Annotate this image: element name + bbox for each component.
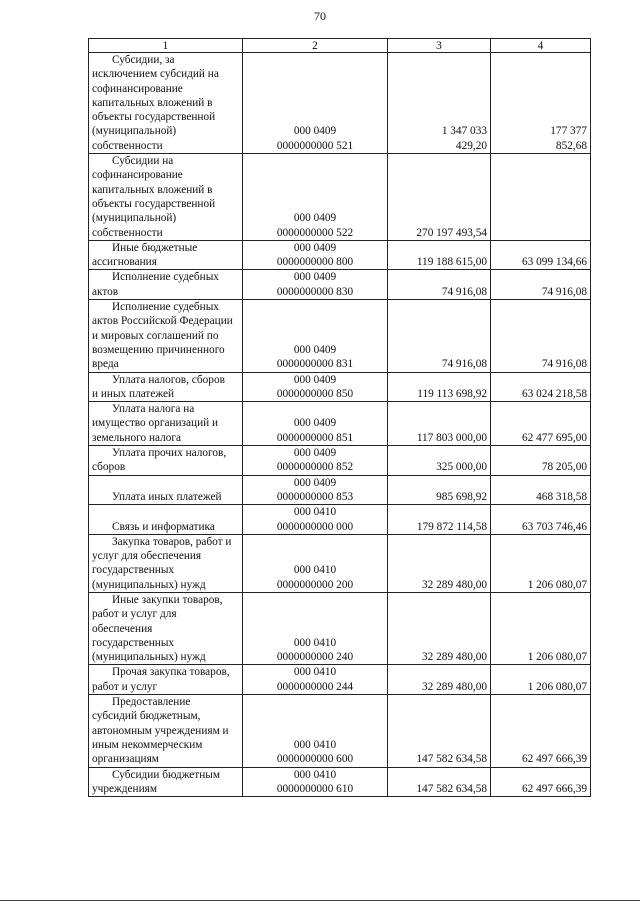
row-name-line: иным некоммерческим [92,738,203,751]
row-name-line: государственных [92,636,175,649]
row-value-cell-3 [388,270,491,300]
row-value-cell-3 [388,240,491,270]
row-value-cell-3 [388,154,491,241]
row-name-line: Уплата налогов, сборов [112,373,225,386]
row-value-cell-3 [388,505,491,535]
row-name-line: капитальных вложений в [92,183,213,196]
row-name-cell [89,53,243,154]
row-code-cell-line: 0000000000 800 [276,256,354,269]
row-code-cell-line: 000 0410 [293,738,337,751]
row-code-cell [243,402,388,446]
row-value-cell-3-line: 985 698,92 [436,490,487,503]
table-row [89,767,591,797]
table-body [89,53,591,797]
table-row [89,53,591,154]
row-name-line: собственности [92,139,163,152]
row-name-cell [89,592,243,664]
row-value-cell-3-line: 147 582 634,58 [416,782,487,795]
row-code-cell [243,446,388,476]
row-code-cell-line: 000 0410 [293,768,337,781]
row-code-cell [243,534,388,592]
row-name-line: (муниципальной) [92,212,177,225]
row-code-cell [243,372,388,402]
row-code-cell-line: 000 0409 [293,212,337,225]
row-value-cell-3-line: 119 188 615,00 [416,256,487,269]
row-name-line: работ и услуг [92,680,158,693]
row-code-cell-line: 0000000000 000 [276,520,354,533]
table-row [89,505,591,535]
column-header-1: 1 [89,39,243,53]
row-code-cell-line: 000 0409 [293,417,337,430]
row-name-line: Субсидии бюджетным [112,768,220,781]
row-value-cell-3-line: 179 872 114,58 [416,520,487,533]
row-name-cell [89,695,243,767]
row-name-line: Субсидии, за [112,54,175,66]
table-row [89,154,591,241]
row-code-cell-line: 0000000000 830 [276,285,354,298]
row-value-cell-4-line: 1 206 080,07 [527,680,587,693]
row-code-cell-line: 000 0409 [293,125,337,138]
row-value-cell-3-line: 32 289 480,00 [422,680,487,693]
column-header-4: 4 [491,39,591,53]
row-value-cell-4 [491,270,591,300]
row-name-cell [89,446,243,476]
row-name-line: Исполнение судебных [112,301,219,314]
row-value-cell-3 [388,767,491,797]
row-name-line: Закупка товаров, работ и [112,535,232,548]
row-name-line: имущество организаций и [92,417,219,430]
row-name-cell [89,372,243,402]
table-row [89,300,591,372]
header-row [89,39,591,53]
row-name-line: учреждениям [92,782,157,795]
row-name-cell [89,270,243,300]
row-value-cell-3-line: 117 803 000,00 [416,431,487,444]
row-code-cell-line: 0000000000 240 [276,651,354,664]
table-row [89,372,591,402]
row-value-cell-3-line: 429,20 [455,139,487,152]
row-code-cell-line: 000 0410 [293,564,337,577]
row-name-line: услуг для обеспечения [92,550,202,563]
row-name-cell [89,665,243,695]
row-code-cell-line: 000 0409 [293,241,337,254]
row-value-cell-4-line: 1 206 080,07 [527,651,587,664]
row-value-cell-4 [491,475,591,505]
row-value-cell-3 [388,53,491,154]
row-name-line: возмещению причиненного [92,343,225,356]
row-name-line: Субсидии на [112,155,174,168]
row-value-cell-3-line: 119 113 698,92 [417,387,487,400]
row-name-line: актов Российской Федерации [92,315,233,328]
row-code-cell-line: 000 0409 [293,271,337,284]
row-value-cell-4 [491,592,591,664]
row-value-cell-3 [388,402,491,446]
row-value-cell-4-line: 63 099 134,66 [522,256,587,269]
row-name-line: автономным учреждениям и [92,724,229,737]
row-code-cell-line: 0000000000 851 [276,431,354,444]
row-value-cell-4 [491,53,591,154]
row-value-cell-3 [388,446,491,476]
row-code-cell [243,665,388,695]
table-row [89,592,591,664]
row-name-line: Уплата иных платежей [112,490,222,503]
row-name-line: сборов [92,461,126,474]
row-code-cell-line: 0000000000 610 [276,782,354,795]
row-code-cell [243,695,388,767]
row-name-line: (муниципальных) нужд [92,578,206,591]
row-value-cell-3 [388,372,491,402]
row-code-cell-line: 0000000000 853 [276,490,354,503]
row-value-cell-4 [491,372,591,402]
row-code-cell-line: 000 0410 [293,666,337,679]
row-code-cell-line: 0000000000 850 [276,387,354,400]
row-code-cell-line: 0000000000 522 [276,226,354,239]
row-name-line: вреда [92,358,119,371]
row-name-line: земельного налога [92,431,182,444]
row-name-cell [89,767,243,797]
page-number: 70 [314,9,326,23]
row-code-cell [243,154,388,241]
row-code-cell-line: 000 0409 [293,447,337,460]
row-name-line: Прочая закупка товаров, [112,666,230,679]
row-code-cell-line: 000 0409 [293,476,337,489]
row-name-line: (муниципальных) нужд [92,651,206,664]
row-value-cell-3 [388,665,491,695]
row-name-line: субсидий бюджетным, [92,710,201,723]
row-value-cell-3-line: 270 197 493,54 [416,226,487,239]
row-name-line: Иные закупки товаров, [112,593,223,606]
row-name-cell [89,402,243,446]
row-value-cell-3-line: 74 916,08 [441,285,487,298]
table-row [89,270,591,300]
row-name-cell [89,240,243,270]
row-value-cell-4 [491,505,591,535]
row-code-cell-line: 000 0410 [293,506,337,519]
row-value-cell-3 [388,534,491,592]
row-code-cell [243,475,388,505]
row-value-cell-4 [491,240,591,270]
table-row [89,534,591,592]
row-value-cell-3 [388,592,491,664]
row-value-cell-4-line: 62 497 666,39 [522,782,587,795]
row-name-line: Связь и информатика [112,520,215,533]
row-code-cell-line: 0000000000 852 [276,461,354,474]
row-name-line: софинансирование [92,82,183,95]
row-value-cell-4-line: 62 497 666,39 [522,753,587,766]
row-name-line: государственных [92,564,175,577]
row-value-cell-3-line: 74 916,08 [441,358,487,371]
row-value-cell-4-line: 74 916,08 [541,358,587,371]
row-value-cell-3-line: 147 582 634,58 [416,753,487,766]
row-code-cell-line: 000 0409 [293,373,337,386]
row-name-cell [89,154,243,241]
row-value-cell-4-line: 468 318,58 [536,490,587,503]
row-name-cell [89,300,243,372]
row-value-cell-4-line: 78 205,00 [541,461,587,474]
row-value-cell-4-line: 63 024 218,58 [522,387,587,400]
row-value-cell-4 [491,695,591,767]
row-value-cell-4-line: 74 916,08 [541,285,587,298]
column-header-2: 2 [243,39,388,53]
row-value-cell-3 [388,300,491,372]
row-name-line: собственности [92,226,163,239]
row-name-line: исключением субсидий на [92,68,219,81]
row-name-cell [89,475,243,505]
row-value-cell-4-line: 63 703 746,46 [522,520,587,533]
row-name-line: Уплата прочих налогов, [112,447,227,460]
row-name-line: организациям [92,753,159,766]
row-name-cell [89,505,243,535]
row-value-cell-3 [388,475,491,505]
row-value-cell-3-line: 32 289 480,00 [422,578,487,591]
column-header-3: 3 [388,39,491,53]
row-value-cell-3-line: 1 347 033 [441,125,487,138]
page-bottom-edge [0,900,640,901]
table-row [89,240,591,270]
row-value-cell-4 [491,154,591,241]
row-name-line: актов [92,285,119,298]
row-value-cell-4 [491,767,591,797]
row-name-line: объекты государственной [92,197,216,210]
row-name-line: объекты государственной [92,111,216,124]
row-code-cell [243,270,388,300]
row-name-line: работ и услуг для обеспечения [92,608,177,635]
row-name-line: и иных платежей [92,387,175,400]
row-value-cell-4-line: 1 206 080,07 [527,578,587,591]
row-name-line: софинансирование [92,169,183,182]
row-code-cell-line: 0000000000 200 [276,578,354,591]
row-value-cell-4 [491,446,591,476]
row-value-cell-4-line: 62 477 695,00 [522,431,587,444]
row-name-line: Предоставление [112,696,191,709]
table-row [89,665,591,695]
row-name-line: Исполнение судебных [112,271,219,284]
row-code-cell [243,505,388,535]
table-header [89,39,591,53]
budget-table [88,38,591,797]
row-name-line: (муниципальной) [92,125,177,138]
row-code-cell-line: 0000000000 831 [276,358,354,371]
table-row [89,695,591,767]
row-name-line: ассигнования [92,256,157,269]
row-name-cell [89,534,243,592]
row-value-cell-3-line: 325 000,00 [436,461,487,474]
row-code-cell [243,767,388,797]
row-code-cell [243,300,388,372]
row-value-cell-4 [491,665,591,695]
row-code-cell [243,592,388,664]
row-value-cell-4-line: 852,68 [555,139,587,152]
table-row [89,402,591,446]
row-name-line: Иные бюджетные [112,241,198,254]
row-code-cell [243,240,388,270]
row-code-cell-line: 000 0410 [293,636,337,649]
row-value-cell-3 [388,695,491,767]
table-row [89,446,591,476]
row-value-cell-4-line: 177 377 [550,125,587,138]
row-code-cell-line: 000 0409 [293,343,337,356]
row-code-cell-line: 0000000000 521 [276,139,354,152]
row-value-cell-4 [491,300,591,372]
row-code-cell-line: 0000000000 600 [276,753,354,766]
row-value-cell-4 [491,402,591,446]
row-code-cell [243,53,388,154]
row-code-cell-line: 0000000000 244 [276,680,354,693]
table-row [89,475,591,505]
row-name-line: капитальных вложений в [92,96,213,109]
row-value-cell-3-line: 32 289 480,00 [422,651,487,664]
row-name-line: и мировых соглашений по [92,329,219,342]
row-value-cell-4 [491,534,591,592]
row-name-line: Уплата налога на [112,403,195,416]
